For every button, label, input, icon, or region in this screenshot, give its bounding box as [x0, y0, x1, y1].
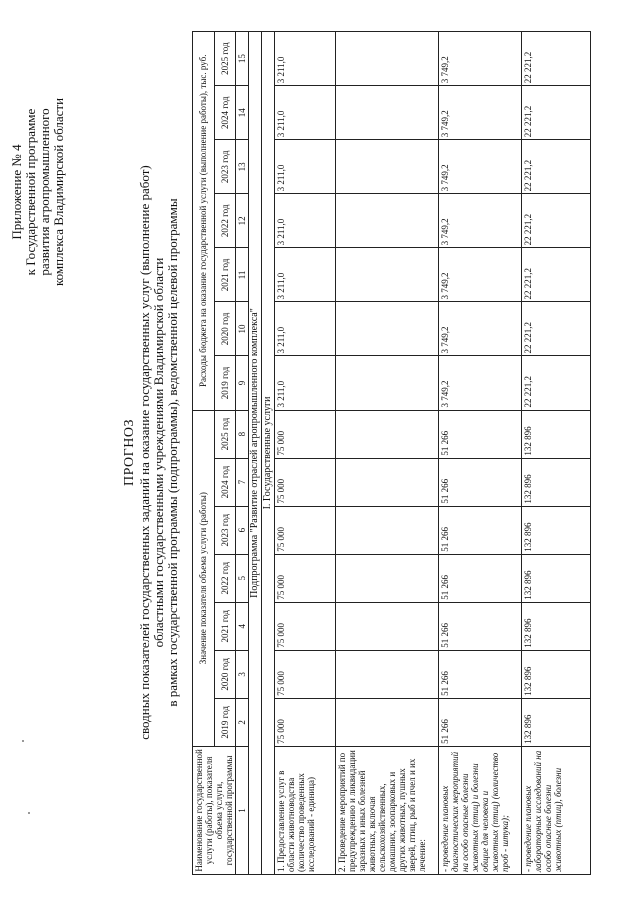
budget-value: 3 211,0: [275, 302, 336, 356]
budget-value: 22 221,2: [522, 140, 591, 194]
budget-value: 3 749,2: [439, 86, 522, 140]
table-row: [275, 32, 336, 875]
volume-value: [336, 650, 439, 698]
year-cell: 2019 год: [214, 698, 236, 746]
volume-value: 75 000: [275, 410, 336, 458]
volume-value: 51 266: [439, 554, 522, 602]
volume-value: [336, 410, 439, 458]
table-row: [439, 32, 522, 875]
subtitle-line: в рамках государственной программы (подпрограммы), ведомственной целевой программы: [165, 198, 180, 707]
year-cell: 2022 год: [214, 194, 236, 248]
budget-value: 3 749,2: [439, 32, 522, 86]
column-number: 7: [236, 458, 249, 506]
year-cell: 2025 год: [214, 410, 236, 458]
table-row: [336, 32, 439, 875]
annex-line: к Государственной программе: [23, 108, 38, 276]
budget-value: 22 221,2: [522, 248, 591, 302]
annex-line: комплекса Владимирской области: [51, 97, 66, 287]
budget-value: [336, 86, 439, 140]
volume-value: 51 266: [439, 458, 522, 506]
volume-value: 132 896: [522, 458, 591, 506]
budget-value: 3 211,0: [275, 140, 336, 194]
volume-value: 75 000: [275, 458, 336, 506]
column-number: 3: [236, 650, 249, 698]
volume-value: [336, 698, 439, 746]
budget-value: 22 221,2: [522, 86, 591, 140]
budget-value: 3 749,2: [439, 356, 522, 410]
document-subtitle: [138, 120, 180, 785]
budget-value: 3 211,0: [275, 194, 336, 248]
budget-value: [336, 194, 439, 248]
column-number: 8: [236, 410, 249, 458]
budget-value: [336, 302, 439, 356]
volume-value: [336, 602, 439, 650]
subprogram-title: Подпрограмма "Развитие отраслей агропромышленного комплекса": [249, 32, 262, 875]
budget-value: 3 749,2: [439, 140, 522, 194]
budget-value: [336, 32, 439, 86]
budget-value: 22 221,2: [522, 356, 591, 410]
budget-value: 3 211,0: [275, 248, 336, 302]
column-number-row: [236, 32, 249, 875]
volume-value: [336, 458, 439, 506]
volume-value: 75 000: [275, 698, 336, 746]
table-row: [522, 32, 591, 875]
volume-value: 51 266: [439, 602, 522, 650]
volume-value: 51 266: [439, 650, 522, 698]
row-name: 1. Предоставление услуг в области животноводства (количество проведенных исследований - единица): [275, 746, 336, 874]
year-cell: 2023 год: [214, 140, 236, 194]
volume-value: 51 266: [439, 698, 522, 746]
column-number: 1: [236, 746, 249, 874]
budget-value: 22 221,2: [522, 32, 591, 86]
volume-value: 75 000: [275, 506, 336, 554]
column-number: 2: [236, 698, 249, 746]
volume-value: [336, 554, 439, 602]
budget-value: [336, 356, 439, 410]
column-number: 14: [236, 86, 249, 140]
volume-value: 51 266: [439, 506, 522, 554]
budget-value: 3 211,0: [275, 32, 336, 86]
subprogram-row: [249, 32, 262, 875]
year-cell: 2024 год: [214, 86, 236, 140]
budget-value: [336, 248, 439, 302]
section-row: [262, 32, 275, 875]
budget-value: 3 749,2: [439, 302, 522, 356]
budget-value: 3 211,0: [275, 86, 336, 140]
year-cell: 2022 год: [214, 554, 236, 602]
header-row: [193, 32, 215, 875]
column-number: 6: [236, 506, 249, 554]
budget-value: [336, 140, 439, 194]
volume-value: 75 000: [275, 650, 336, 698]
year-cell: 2025 год: [214, 32, 236, 86]
column-number: 9: [236, 356, 249, 410]
budget-value: 22 221,2: [522, 194, 591, 248]
volume-value: [336, 506, 439, 554]
volume-value: 132 896: [522, 506, 591, 554]
year-cell: 2021 год: [214, 248, 236, 302]
volume-value: 75 000: [275, 602, 336, 650]
row-name: 2. Проведение мероприятий по предупреждению и ликвидации заразных и иных болезней животных, включая сельскохозяйственных, домашних, зоопарковых и других животных, пушных зверей, птиц, рыб и пчел и их лечение:: [336, 746, 439, 874]
forecast-table: [192, 31, 591, 875]
section-title: I. Государственные услуги: [262, 32, 275, 875]
column-number: 12: [236, 194, 249, 248]
volume-value: 132 896: [522, 410, 591, 458]
column-number: 5: [236, 554, 249, 602]
volume-value: 132 896: [522, 602, 591, 650]
year-cell: 2024 год: [214, 458, 236, 506]
volume-value: 51 266: [439, 410, 522, 458]
budget-value: 3 749,2: [439, 248, 522, 302]
row-name: - проведение плановых лабораторных исследований на особо опасные болезни животных (птиц), болезни: [522, 746, 591, 874]
row-name: - проведение плановых диагностических мероприятий на особо опасные болезни животных (птиц) и болезни общие для человека и животных (птиц) (количество проб - штука);: [439, 746, 522, 874]
header-volume: Значение показателя объема услуги (работы): [193, 410, 215, 746]
subtitle-line: сводных показателей государственных заданий на оказание государственных услуг (выполнение работ): [137, 165, 152, 740]
budget-value: 3 749,2: [439, 194, 522, 248]
year-cell: 2020 год: [214, 650, 236, 698]
column-number: 10: [236, 302, 249, 356]
volume-value: 132 896: [522, 698, 591, 746]
header-name: Наименование государственной услуги (работы), показателя объема услуги, государственной программы: [193, 746, 236, 874]
annex-line: развития агропромышленного: [37, 108, 52, 276]
subtitle-line: областными государственными учреждениями Владимирской области: [151, 257, 166, 648]
volume-value: 132 896: [522, 650, 591, 698]
volume-value: 75 000: [275, 554, 336, 602]
column-number: 4: [236, 602, 249, 650]
document-title: ПРОГНОЗ: [122, 419, 137, 487]
year-cell: 2019 год: [214, 356, 236, 410]
budget-value: 22 221,2: [522, 302, 591, 356]
column-number: 11: [236, 248, 249, 302]
budget-value: 3 211,0: [275, 356, 336, 410]
year-cell: 2023 год: [214, 506, 236, 554]
annex-note: [10, 42, 66, 342]
column-number: 13: [236, 140, 249, 194]
header-budget: Расходы бюджета на оказание государственной услуги (выполнение работы), тыс. руб.: [193, 32, 215, 411]
year-cell: 2021 год: [214, 602, 236, 650]
annex-line: Приложение № 4: [9, 144, 24, 240]
volume-value: 132 896: [522, 554, 591, 602]
column-number: 15: [236, 32, 249, 86]
year-cell: 2020 год: [214, 302, 236, 356]
